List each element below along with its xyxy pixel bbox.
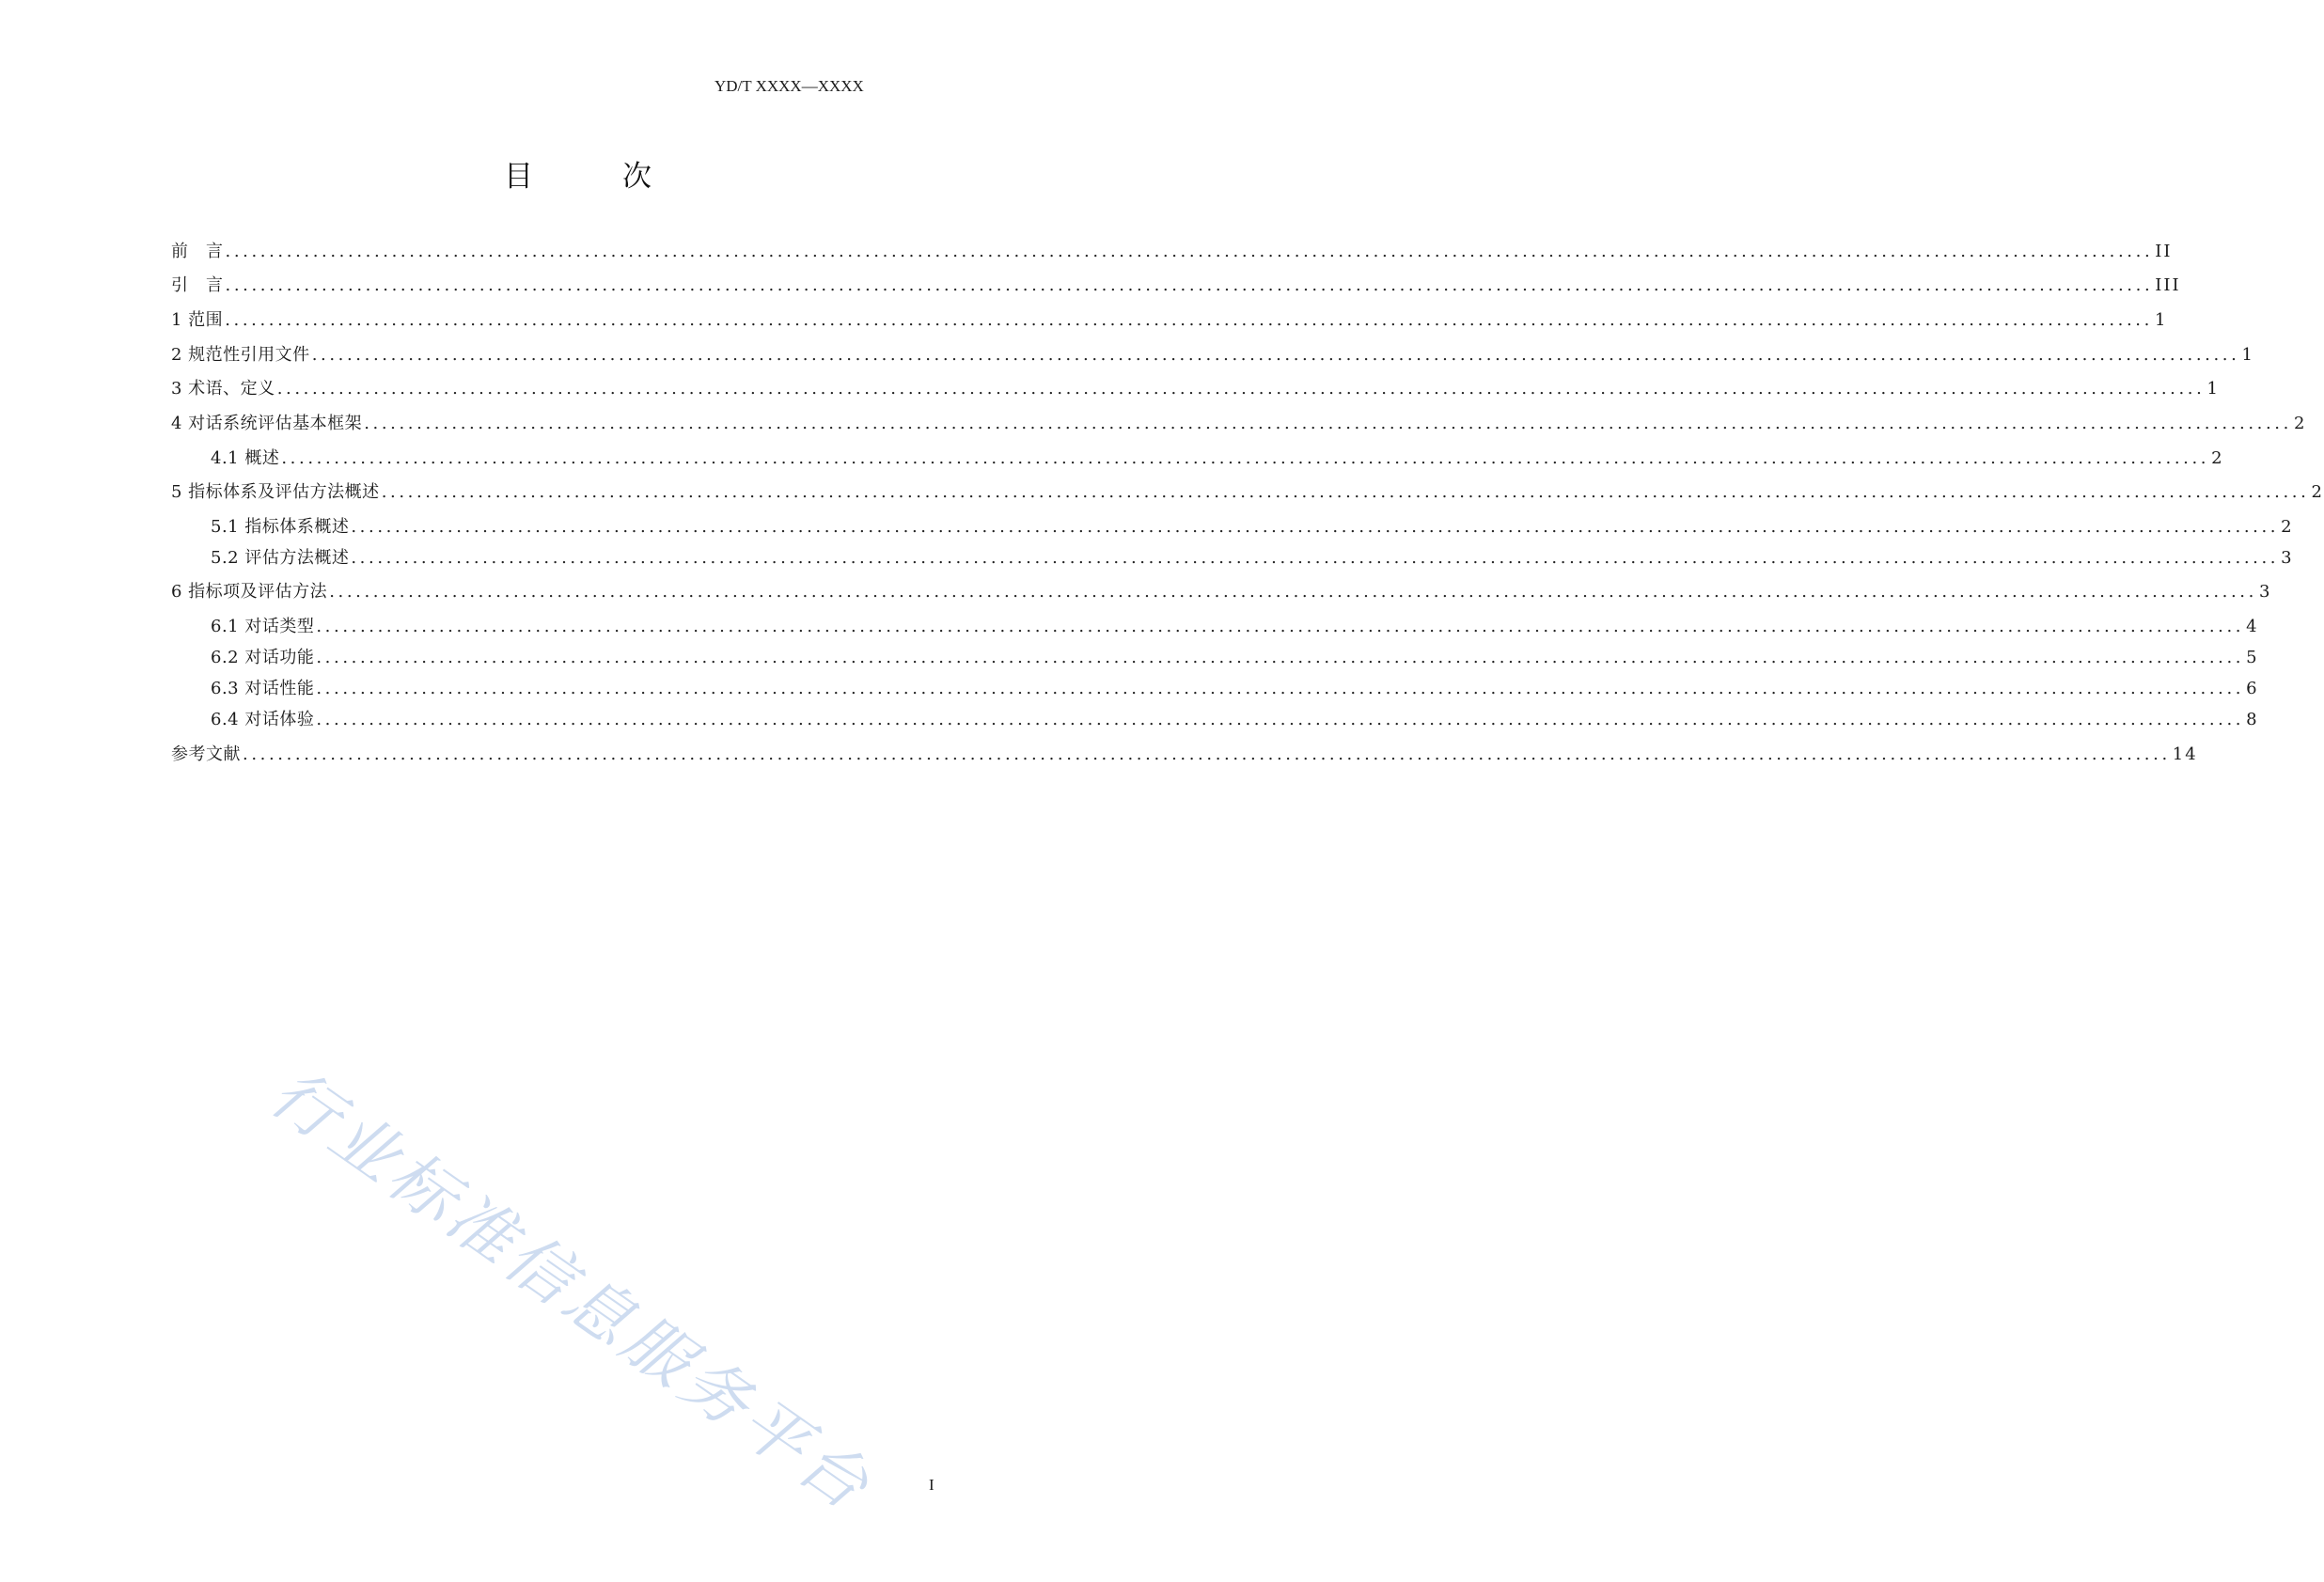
toc-leader-dots: ............................................................................................................................................................................................................................ bbox=[351, 517, 2280, 537]
toc-entry-label: 3 术语、定义 bbox=[171, 379, 275, 399]
toc-entry-introduction[interactable] bbox=[171, 273, 2181, 299]
toc-entry-label: 前 言 bbox=[171, 242, 224, 261]
toc-leader-dots: ............................................................................................................................................................................................................................ bbox=[311, 345, 2240, 365]
toc-entry-label: 1 范围 bbox=[171, 310, 224, 330]
toc-title-char-2: 次 bbox=[622, 160, 652, 194]
toc-entry-page: 6 bbox=[2246, 679, 2259, 698]
toc-entry-label: 引 言 bbox=[171, 275, 224, 295]
toc-entry-dialog-experience[interactable] bbox=[211, 707, 2259, 733]
toc-entry-normative-references[interactable] bbox=[171, 342, 2254, 368]
toc-entry-label: 6.3 对话性能 bbox=[211, 679, 315, 698]
toc-entry-page: 14 bbox=[2172, 744, 2198, 764]
toc-entry-page: 5 bbox=[2246, 648, 2259, 667]
toc-entry-label: 2 规范性引用文件 bbox=[171, 345, 310, 365]
toc-entry-label: 6.4 对话体验 bbox=[211, 710, 315, 729]
toc-entry-terms-definitions[interactable] bbox=[171, 376, 2220, 402]
toc-entry-indicator-system-overview[interactable] bbox=[211, 514, 2294, 540]
toc-leader-dots: ............................................................................................................................................................................................................................ bbox=[381, 482, 2310, 502]
toc-leader-dots: ............................................................................................................................................................................................................................ bbox=[364, 414, 2292, 433]
toc-entry-page: 2 bbox=[2293, 414, 2307, 433]
toc-leader-dots: ............................................................................................................................................................................................................................ bbox=[225, 242, 2154, 261]
toc-leader-dots: ............................................................................................................................................................................................................................ bbox=[316, 679, 2245, 698]
toc-leader-dots: ............................................................................................................................................................................................................................ bbox=[243, 744, 2171, 764]
toc-entry-page: 2 bbox=[2211, 448, 2224, 468]
toc-entry-label: 5 指标体系及评估方法概述 bbox=[171, 482, 380, 502]
watermark: 行业标准信息服务平台 bbox=[257, 1054, 887, 1527]
toc-entry-indicators-methods[interactable] bbox=[171, 579, 2272, 605]
toc-leader-dots: ............................................................................................................................................................................................................................ bbox=[316, 710, 2245, 729]
toc-title bbox=[0, 152, 1119, 199]
toc-entry-label: 6 指标项及评估方法 bbox=[171, 582, 328, 602]
toc-entry-dialog-function[interactable] bbox=[211, 645, 2259, 671]
toc-entry-dialog-type[interactable] bbox=[211, 614, 2259, 640]
toc-entry-page: III bbox=[2155, 275, 2181, 295]
toc-leader-dots: ............................................................................................................................................................................................................................ bbox=[276, 379, 2206, 399]
page-number: I bbox=[929, 1476, 934, 1494]
toc-entry-label: 5.1 指标体系概述 bbox=[211, 517, 350, 537]
toc-entry-framework[interactable] bbox=[171, 411, 2307, 437]
document-code: YD/T XXXX—XXXX bbox=[714, 77, 864, 95]
toc-entry-page: 2 bbox=[2311, 482, 2324, 502]
toc-entry-label: 4 对话系统评估基本框架 bbox=[171, 414, 363, 433]
toc-entry-page: 1 bbox=[2241, 345, 2254, 365]
toc-entry-page: 3 bbox=[2258, 582, 2272, 602]
toc-entry-page: 4 bbox=[2246, 617, 2259, 636]
toc-entry-page: II bbox=[2155, 242, 2173, 261]
toc-leader-dots: ............................................................................................................................................................................................................................ bbox=[225, 275, 2154, 295]
toc-entry-page: 3 bbox=[2281, 548, 2294, 568]
toc-entry-label: 参考文献 bbox=[171, 744, 241, 764]
toc-leader-dots: ............................................................................................................................................................................................................................ bbox=[225, 310, 2153, 330]
toc-leader-dots: ............................................................................................................................................................................................................................ bbox=[351, 548, 2280, 568]
toc-entry-page: 2 bbox=[2281, 517, 2294, 537]
toc-title-char-1: 目 bbox=[504, 160, 533, 194]
toc-leader-dots: ............................................................................................................................................................................................................................ bbox=[316, 617, 2245, 636]
toc-entry-page: 1 bbox=[2206, 379, 2220, 399]
toc-entry-page: 8 bbox=[2246, 710, 2259, 729]
toc-entry-dialog-performance[interactable] bbox=[211, 676, 2259, 702]
toc-leader-dots: ............................................................................................................................................................................................................................ bbox=[329, 582, 2257, 602]
toc-entry-overview[interactable] bbox=[211, 446, 2224, 472]
toc-entry-bibliography[interactable] bbox=[171, 742, 2198, 768]
toc-leader-dots: ............................................................................................................................................................................................................................ bbox=[316, 648, 2245, 667]
toc-entry-method-overview[interactable] bbox=[211, 545, 2294, 572]
toc-entry-page: 1 bbox=[2154, 310, 2168, 330]
toc-entry-scope[interactable] bbox=[171, 307, 2168, 334]
toc-entry-foreword[interactable] bbox=[171, 239, 2173, 265]
toc-entry-label: 6.2 对话功能 bbox=[211, 648, 315, 667]
toc-entry-label: 4.1 概述 bbox=[211, 448, 280, 468]
toc-entry-indicator-system-methods[interactable] bbox=[171, 479, 2324, 506]
toc-entry-label: 5.2 评估方法概述 bbox=[211, 548, 350, 568]
toc-entry-label: 6.1 对话类型 bbox=[211, 617, 315, 636]
toc-leader-dots: ............................................................................................................................................................................................................................ bbox=[281, 448, 2210, 468]
